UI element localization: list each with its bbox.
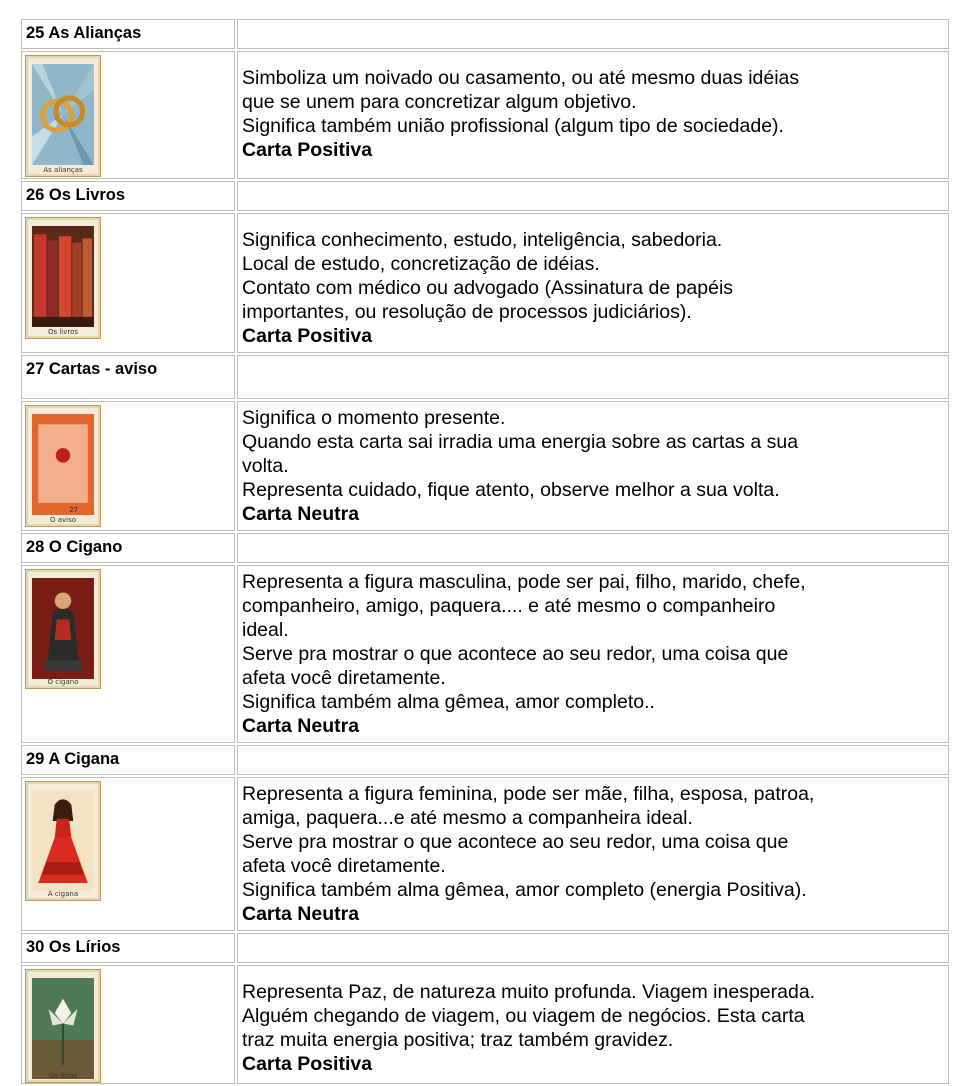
rings-card-image <box>25 55 101 177</box>
books-icon <box>32 226 94 327</box>
description-line: volta. <box>242 455 289 477</box>
card-description <box>237 965 949 1084</box>
card-title: 30 Os Lírios <box>21 933 235 963</box>
card-image-cell <box>21 51 235 179</box>
description-line: que se unem para concretizar algum objetivo. <box>242 91 637 113</box>
books-card-image <box>25 217 101 339</box>
card-label: O cigano <box>47 678 79 686</box>
card-description <box>237 213 949 353</box>
card-verdict: Carta Positiva <box>242 1053 373 1075</box>
description-line: companheiro, amigo, paquera.... e até mesmo o companheiro <box>242 595 776 617</box>
card-body-row <box>21 51 949 179</box>
card-description <box>237 51 949 179</box>
description-line: Quando esta carta sai irradia uma energia sobre as cartas a sua <box>242 431 799 453</box>
lilies-card-image <box>25 969 101 1083</box>
card-label: As alianças <box>43 166 83 174</box>
description-line: Representa a figura feminina, pode ser mãe, filha, esposa, patroa, <box>242 783 815 805</box>
card-title: 28 O Cigano <box>21 533 235 563</box>
card-body-row <box>21 965 949 1084</box>
letter-icon <box>32 414 94 515</box>
card-label: Os livros <box>47 328 79 336</box>
card-description <box>237 565 949 743</box>
empty-cell <box>237 933 949 963</box>
card-title: 27 Cartas - aviso <box>21 355 235 399</box>
description-line: Representa cuidado, fique atento, observe melhor a sua volta. <box>242 479 780 501</box>
empty-cell <box>237 181 949 211</box>
card-body-row <box>21 565 949 743</box>
description-line: ideal. <box>242 619 289 641</box>
description-line: Serve pra mostrar o que acontece ao seu redor, uma coisa que <box>242 643 789 665</box>
card-body-row <box>21 777 949 931</box>
description-line: Alguém chegando de viagem, ou viagem de negócios. Esta carta <box>242 1005 805 1027</box>
gypsy-man-card-image <box>25 569 101 689</box>
description-line: Significa também alma gêmea, amor completo (energia Positiva). <box>242 879 807 901</box>
card-image-cell <box>21 777 235 931</box>
description-line: Significa o momento presente. <box>242 407 506 429</box>
card-verdict: Carta Positiva <box>242 325 373 347</box>
description-line: afeta você diretamente. <box>242 667 446 689</box>
card-verdict: Carta Neutra <box>242 715 360 737</box>
gypsy-woman-icon <box>32 790 94 891</box>
description-line: Serve pra mostrar o que acontece ao seu redor, uma coisa que <box>242 831 789 853</box>
rings-icon <box>32 64 94 165</box>
description-line: Significa também alma gêmea, amor completo.. <box>242 691 655 713</box>
card-meanings-table <box>19 17 951 1086</box>
gypsy-woman-card-image <box>25 781 101 901</box>
description-line: importantes, ou resolução de processos judiciários). <box>242 301 692 323</box>
card-image-cell <box>21 965 235 1084</box>
card-title-row <box>21 745 949 775</box>
card-verdict: Carta Neutra <box>242 503 360 525</box>
card-label: A cigana <box>47 890 79 898</box>
card-title-row <box>21 355 949 399</box>
card-image-cell <box>21 213 235 353</box>
card-title: 25 As Alianças <box>21 19 235 49</box>
description-line: Representa Paz, de natureza muito profunda. Viagem inesperada. <box>242 981 816 1003</box>
lilies-icon <box>32 978 94 1079</box>
description-line: Contato com médico ou advogado (Assinatura de papéis <box>242 277 734 299</box>
description-line: Representa a figura masculina, pode ser pai, filho, marido, chefe, <box>242 571 806 593</box>
gypsy-man-icon <box>32 578 94 679</box>
card-title-row <box>21 19 949 49</box>
card-verdict: Carta Positiva <box>242 139 373 161</box>
card-description <box>237 401 949 531</box>
empty-cell <box>237 533 949 563</box>
card-title-row <box>21 933 949 963</box>
card-label: Os lírios <box>48 1072 78 1080</box>
description-line: afeta você diretamente. <box>242 855 446 877</box>
card-title-row <box>21 181 949 211</box>
card-verdict: Carta Neutra <box>242 903 360 925</box>
description-line: Significa também união profissional (algum tipo de sociedade). <box>242 115 784 137</box>
description-line: amiga, paquera...e até mesmo a companheira ideal. <box>242 807 693 829</box>
card-image-cell <box>21 565 235 743</box>
card-label: O aviso <box>49 516 77 524</box>
card-title: 29 A Cigana <box>21 745 235 775</box>
description-line: traz muita energia positiva; traz também gravidez. <box>242 1029 674 1051</box>
card-title: 26 Os Livros <box>21 181 235 211</box>
card-description <box>237 777 949 931</box>
description-line: Local de estudo, concretização de idéias. <box>242 253 600 275</box>
card-number: 27 <box>69 506 78 514</box>
card-image-cell <box>21 401 235 531</box>
empty-cell <box>237 19 949 49</box>
card-body-row <box>21 213 949 353</box>
empty-cell <box>237 745 949 775</box>
letter-card-image <box>25 405 101 527</box>
card-title-row <box>21 533 949 563</box>
description-line: Simboliza um noivado ou casamento, ou até mesmo duas idéias <box>242 67 800 89</box>
card-body-row <box>21 401 949 531</box>
description-line: Significa conhecimento, estudo, inteligência, sabedoria. <box>242 229 723 251</box>
empty-cell <box>237 355 949 399</box>
card-number: 26 <box>69 318 78 326</box>
